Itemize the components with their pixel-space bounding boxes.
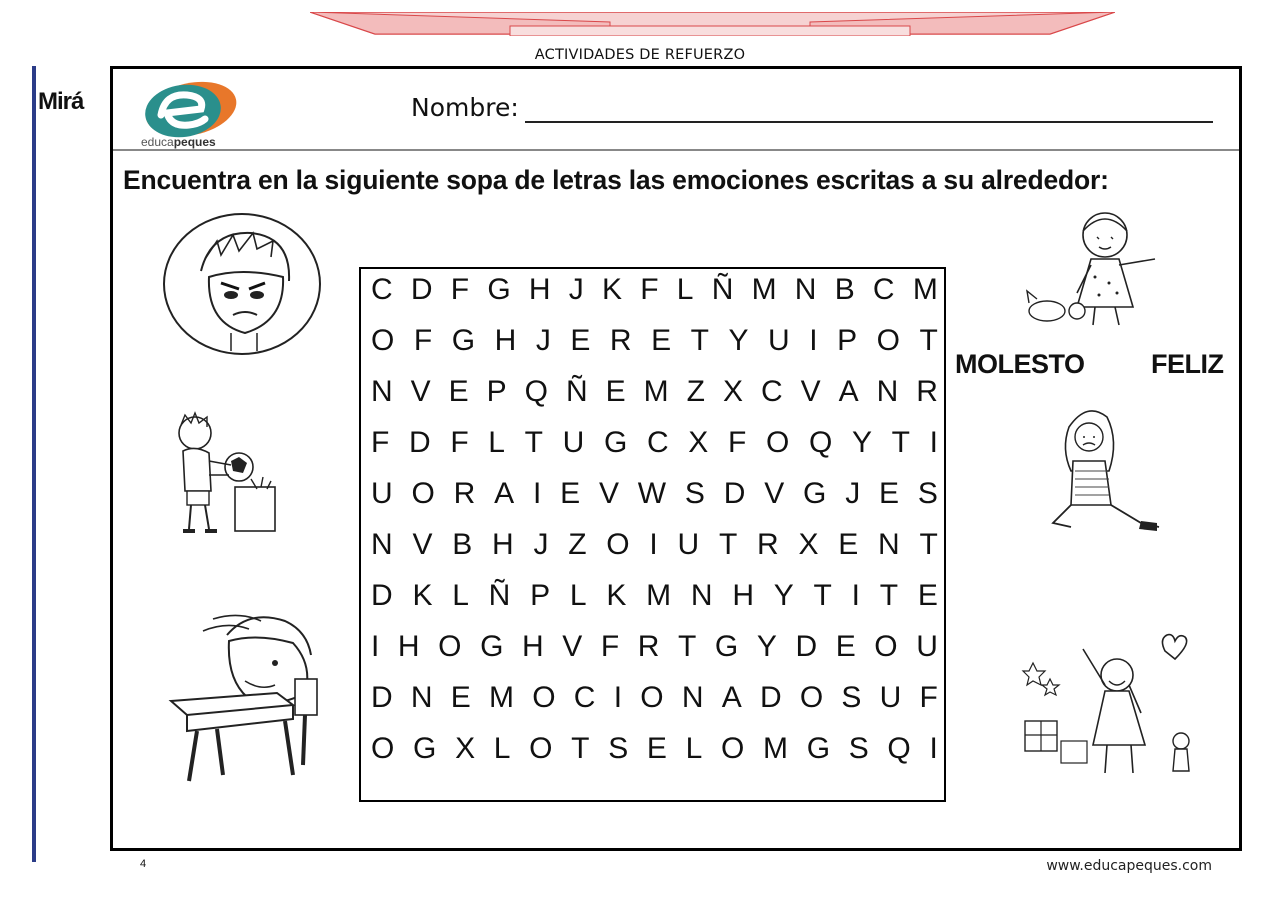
grid-letter[interactable]: I	[809, 324, 818, 357]
grid-letter[interactable]: O	[606, 528, 630, 561]
grid-letter[interactable]: R	[453, 477, 476, 510]
grid-letter[interactable]: R	[637, 630, 660, 663]
grid-letter[interactable]: Z	[568, 528, 587, 561]
grid-letter[interactable]: C	[646, 426, 669, 459]
grid-letter[interactable]: E	[838, 528, 859, 561]
grid-letter[interactable]: D	[759, 681, 782, 714]
grid-letter[interactable]: F	[371, 426, 390, 459]
grid-letter[interactable]: U	[371, 477, 393, 510]
grid-letter[interactable]: T	[919, 324, 938, 357]
grid-row	[361, 273, 944, 313]
grid-letter[interactable]: L	[685, 732, 703, 765]
grid-letter[interactable]: L	[569, 579, 587, 612]
grid-row	[361, 681, 944, 721]
grid-letter[interactable]: S	[684, 477, 705, 510]
grid-letter[interactable]: Y	[773, 579, 794, 612]
grid-letter[interactable]: N	[681, 681, 704, 714]
grid-letter[interactable]: I	[851, 579, 860, 612]
grid-letter[interactable]: G	[714, 630, 739, 663]
grid-letter[interactable]: I	[649, 528, 658, 561]
footer-url-link[interactable]: www.educapeques.com	[1046, 858, 1212, 874]
grid-letter[interactable]: T	[678, 630, 697, 663]
grid-letter[interactable]: I	[371, 630, 380, 663]
sad-girl-sitting-illustration-icon	[1031, 401, 1167, 543]
grid-letter[interactable]: P	[486, 375, 507, 408]
grid-letter[interactable]: E	[835, 630, 856, 663]
grid-letter[interactable]: Y	[728, 324, 749, 357]
grid-letter[interactable]: F	[727, 426, 747, 459]
instruction-text: Encuentra en la siguiente sopa de letras las emociones escritas a su alrededor:	[123, 165, 1109, 195]
grid-letter[interactable]: H	[528, 273, 551, 306]
emotion-word-feliz: FELIZ	[1151, 349, 1224, 379]
grid-letter[interactable]: V	[598, 477, 619, 510]
nombre-label: Nombre:	[411, 93, 519, 122]
grid-letter[interactable]: U	[879, 681, 902, 714]
grid-letter[interactable]: V	[410, 375, 431, 408]
grid-letter[interactable]: K	[602, 273, 623, 306]
grid-letter[interactable]: L	[452, 579, 469, 612]
grid-letter[interactable]: D	[371, 579, 393, 612]
grid-letter[interactable]: N	[410, 681, 433, 714]
grid-letter[interactable]: O	[529, 732, 553, 765]
grid-letter[interactable]: L	[493, 732, 511, 765]
grid-letter[interactable]: I	[532, 477, 542, 510]
grid-letter[interactable]: Q	[887, 732, 911, 765]
left-margin-rule	[32, 66, 36, 862]
grid-letter[interactable]: N	[690, 579, 713, 612]
grid-letter[interactable]: V	[764, 477, 785, 510]
grid-letter[interactable]: X	[688, 426, 709, 459]
grid-row	[361, 426, 944, 466]
grid-letter[interactable]: T	[690, 324, 709, 357]
grid-letter[interactable]: R	[757, 528, 779, 561]
grid-letter[interactable]: S	[848, 732, 869, 765]
page-header-title: ACTIVIDADES DE REFUERZO	[534, 47, 746, 63]
page-number: 4	[140, 858, 147, 870]
grid-letter[interactable]: T	[718, 528, 738, 561]
boy-with-ball-illustration-icon	[139, 405, 319, 545]
grid-letter[interactable]: Q	[808, 426, 833, 459]
worksheet-frame	[110, 66, 1242, 851]
grid-letter[interactable]: G	[803, 477, 827, 510]
grid-letter[interactable]: W	[637, 477, 667, 510]
grid-letter[interactable]: O	[874, 630, 898, 663]
grid-letter[interactable]: D	[795, 630, 818, 663]
grid-letter[interactable]: F	[600, 630, 620, 663]
nombre-write-line[interactable]	[525, 121, 1213, 123]
grid-letter[interactable]: G	[603, 426, 628, 459]
grid-letter[interactable]: U	[677, 528, 700, 561]
grid-letter[interactable]: Ñ	[488, 579, 511, 612]
grid-letter[interactable]: O	[720, 732, 745, 765]
word-search-grid	[359, 267, 946, 802]
grid-letter[interactable]: E	[879, 477, 900, 510]
grid-row	[361, 528, 944, 568]
grid-letter[interactable]: M	[646, 579, 672, 612]
grid-letter[interactable]: B	[452, 528, 473, 561]
grid-letter[interactable]: T	[524, 426, 543, 459]
grid-letter[interactable]: H	[492, 528, 514, 561]
grid-letter[interactable]: X	[455, 732, 476, 765]
grid-letter[interactable]: J	[568, 273, 584, 306]
grid-letter[interactable]: A	[494, 477, 515, 510]
grid-letter[interactable]: J	[845, 477, 861, 510]
grid-letter[interactable]: S	[608, 732, 629, 765]
header-ribbon-decoration	[310, 12, 1115, 36]
grid-letter[interactable]: N	[794, 273, 817, 306]
grid-letter[interactable]: G	[487, 273, 511, 306]
grid-letter[interactable]: Ñ	[711, 273, 734, 306]
grid-letter[interactable]: N	[876, 375, 899, 408]
grid-letter[interactable]: S	[917, 477, 938, 510]
grid-letter[interactable]: U	[562, 426, 585, 459]
happy-girl-celebrating-illustration-icon	[1009, 601, 1203, 787]
grid-row	[361, 324, 944, 364]
grid-letter[interactable]: T	[571, 732, 590, 765]
grid-row	[361, 732, 944, 772]
grid-letter[interactable]: C	[872, 273, 895, 306]
grid-row	[361, 579, 944, 619]
grid-letter[interactable]: H	[494, 324, 517, 357]
grid-letter[interactable]: D	[723, 477, 746, 510]
grid-letter[interactable]: O	[799, 681, 824, 714]
grid-letter[interactable]: D	[408, 426, 431, 459]
grid-letter[interactable]: G	[480, 630, 504, 663]
grid-letter[interactable]: Y	[851, 426, 872, 459]
grid-letter[interactable]: E	[570, 324, 591, 357]
grid-letter[interactable]: L	[488, 426, 505, 459]
grid-letter[interactable]: X	[798, 528, 819, 561]
grid-letter[interactable]: E	[450, 681, 471, 714]
grid-letter[interactable]: M	[643, 375, 669, 408]
grid-letter[interactable]: Z	[686, 375, 705, 408]
emotion-word-molesto: MOLESTO	[955, 349, 1085, 379]
grid-letter[interactable]: O	[765, 426, 790, 459]
grid-letter[interactable]: R	[916, 375, 938, 408]
grid-letter[interactable]: O	[411, 477, 435, 510]
grid-letter[interactable]: E	[646, 732, 667, 765]
angry-boy-illustration-icon	[161, 211, 323, 357]
grid-letter[interactable]: O	[876, 324, 901, 357]
grid-letter[interactable]: R	[609, 324, 632, 357]
grid-letter[interactable]: O	[371, 732, 395, 765]
grid-letter[interactable]: N	[371, 528, 393, 561]
grid-letter[interactable]: G	[413, 732, 437, 765]
grid-letter[interactable]: E	[448, 375, 469, 408]
grid-letter[interactable]: O	[532, 681, 556, 714]
grid-letter[interactable]: J	[533, 528, 549, 561]
grid-letter[interactable]: A	[721, 681, 742, 714]
grid-letter[interactable]: O	[640, 681, 664, 714]
grid-letter[interactable]: O	[438, 630, 462, 663]
grid-letter[interactable]: B	[834, 273, 855, 306]
grid-letter[interactable]: K	[412, 579, 433, 612]
grid-letter[interactable]: T	[879, 579, 899, 612]
grid-letter[interactable]: F	[640, 273, 659, 306]
grid-letter[interactable]: V	[800, 375, 821, 408]
grid-letter[interactable]: G	[451, 324, 476, 357]
grid-letter[interactable]: E	[917, 579, 938, 612]
grid-letter[interactable]: T	[891, 426, 910, 459]
grid-letter[interactable]: C	[760, 375, 783, 408]
grid-letter[interactable]: M	[751, 273, 777, 306]
grid-letter[interactable]: G	[806, 732, 831, 765]
grid-letter[interactable]: D	[410, 273, 433, 306]
bored-boy-at-desk-illustration-icon	[157, 605, 327, 787]
grid-letter[interactable]: I	[929, 732, 938, 765]
grid-letter[interactable]: M	[912, 273, 938, 306]
grid-row	[361, 630, 944, 670]
header-divider	[113, 149, 1239, 151]
grid-letter[interactable]: T	[813, 579, 832, 612]
grid-row	[361, 375, 944, 415]
grid-letter[interactable]: F	[450, 273, 470, 306]
grid-letter[interactable]: Q	[524, 375, 548, 408]
grid-letter[interactable]: P	[837, 324, 858, 357]
grid-letter[interactable]: D	[371, 681, 393, 714]
grid-letter[interactable]: V	[412, 528, 433, 561]
grid-letter[interactable]: O	[371, 324, 395, 357]
grid-letter[interactable]: U	[768, 324, 790, 357]
grid-row	[361, 477, 944, 517]
grid-letter[interactable]: L	[676, 273, 694, 306]
grid-letter[interactable]: S	[841, 681, 862, 714]
grid-letter[interactable]: E	[651, 324, 672, 357]
sidebar-clipped-text: Mirá	[38, 88, 84, 115]
grid-letter[interactable]: T	[919, 528, 938, 561]
grid-letter[interactable]: P	[530, 579, 551, 612]
girl-with-cat-illustration-icon	[1019, 207, 1169, 333]
grid-letter[interactable]: F	[919, 681, 938, 714]
grid-letter[interactable]: Y	[756, 630, 777, 663]
grid-letter[interactable]: I	[929, 426, 938, 459]
grid-letter[interactable]: C	[573, 681, 596, 714]
grid-letter[interactable]: H	[397, 630, 420, 663]
grid-letter[interactable]: N	[371, 375, 393, 408]
grid-letter[interactable]: F	[413, 324, 433, 357]
grid-letter[interactable]: J	[535, 324, 551, 357]
grid-letter[interactable]: K	[606, 579, 627, 612]
grid-letter[interactable]: I	[613, 681, 623, 714]
grid-letter[interactable]: U	[916, 630, 938, 663]
grid-letter[interactable]: M	[763, 732, 788, 765]
grid-letter[interactable]: C	[371, 273, 393, 306]
logo-wordmark: educapeques	[141, 135, 216, 149]
grid-letter[interactable]: H	[732, 579, 754, 612]
grid-letter[interactable]: H	[522, 630, 544, 663]
grid-letter[interactable]: E	[605, 375, 626, 408]
grid-letter[interactable]: N	[878, 528, 900, 561]
grid-letter[interactable]: Ñ	[565, 375, 588, 408]
grid-letter[interactable]: F	[450, 426, 469, 459]
grid-letter[interactable]: V	[562, 630, 583, 663]
grid-letter[interactable]: A	[838, 375, 859, 408]
grid-letter[interactable]: X	[722, 375, 743, 408]
grid-letter[interactable]: M	[489, 681, 515, 714]
grid-letter[interactable]: E	[560, 477, 581, 510]
